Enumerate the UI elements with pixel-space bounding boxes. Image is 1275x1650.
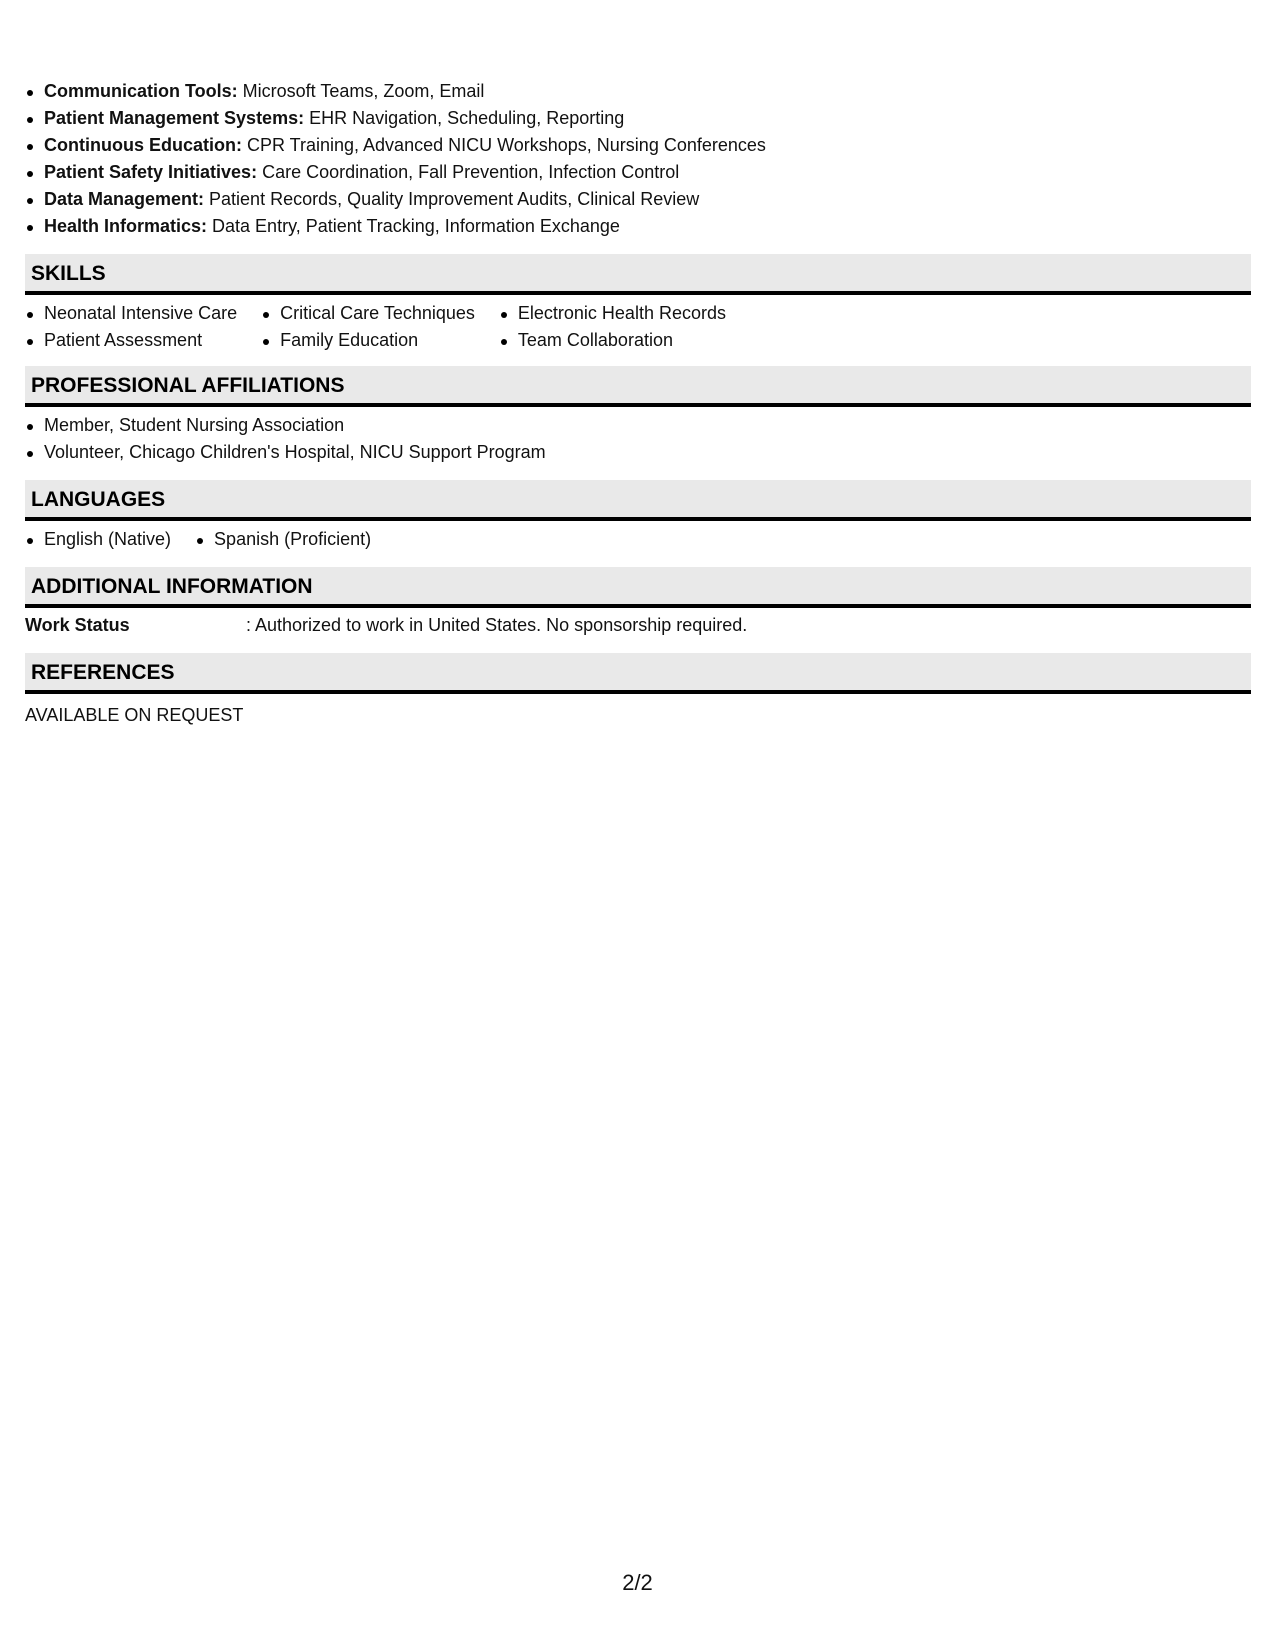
affiliations-section-title: PROFESSIONAL AFFILIATIONS	[25, 366, 1251, 407]
list-item: Team Collaboration	[499, 327, 726, 354]
additional-info-section-title: ADDITIONAL INFORMATION	[25, 567, 1251, 608]
skills-column	[25, 300, 237, 354]
list-item	[25, 78, 1251, 105]
list-item	[25, 159, 1251, 186]
skills-column	[499, 300, 726, 354]
references-section-title: REFERENCES	[25, 653, 1251, 694]
skills-section-title: SKILLS	[25, 254, 1251, 295]
list-item: Critical Care Techniques	[261, 300, 475, 327]
tool-value: Patient Records, Quality Improvement Audits, Clinical Review	[204, 189, 700, 209]
tool-label: Health Informatics:	[44, 216, 208, 236]
list-item: Volunteer, Chicago Children's Hospital, NICU Support Program	[25, 439, 1251, 466]
tool-value: EHR Navigation, Scheduling, Reporting	[304, 108, 625, 128]
tools-list	[25, 78, 1251, 240]
page-number: 2/2	[622, 1570, 653, 1595]
languages-list	[25, 526, 1251, 553]
references-text: AVAILABLE ON REQUEST	[25, 705, 244, 725]
list-item	[25, 132, 1251, 159]
tool-value: Microsoft Teams, Zoom, Email	[237, 81, 485, 101]
work-status-label: Work Status	[25, 615, 130, 635]
list-item	[25, 213, 1251, 240]
list-item: Patient Assessment	[25, 327, 237, 354]
tool-label: Continuous Education:	[44, 135, 242, 155]
tool-value: Data Entry, Patient Tracking, Information Exchange	[207, 216, 620, 236]
tool-value: CPR Training, Advanced NICU Workshops, Nursing Conferences	[241, 135, 766, 155]
list-item: Neonatal Intensive Care	[25, 300, 237, 327]
list-item: Member, Student Nursing Association	[25, 412, 1251, 439]
work-status-value: : Authorized to work in United States. No sponsorship required.	[246, 615, 748, 635]
list-item	[25, 186, 1251, 213]
list-item: Family Education	[261, 327, 475, 354]
tool-label: Communication Tools:	[44, 81, 238, 101]
resume-page	[25, 78, 1251, 729]
list-item	[25, 105, 1251, 132]
skills-grid	[25, 300, 1251, 354]
list-item: Spanish (Proficient)	[195, 526, 371, 553]
tool-label: Patient Management Systems:	[44, 108, 305, 128]
tool-label: Data Management:	[44, 189, 205, 209]
languages-section-title: LANGUAGES	[25, 480, 1251, 521]
tool-value: Care Coordination, Fall Prevention, Infection Control	[257, 162, 680, 182]
skills-column	[261, 300, 475, 354]
list-item: Electronic Health Records	[499, 300, 726, 327]
list-item: English (Native)	[25, 526, 171, 553]
tool-label: Patient Safety Initiatives:	[44, 162, 258, 182]
work-status-row	[25, 612, 1251, 639]
affiliations-list	[25, 412, 1251, 466]
